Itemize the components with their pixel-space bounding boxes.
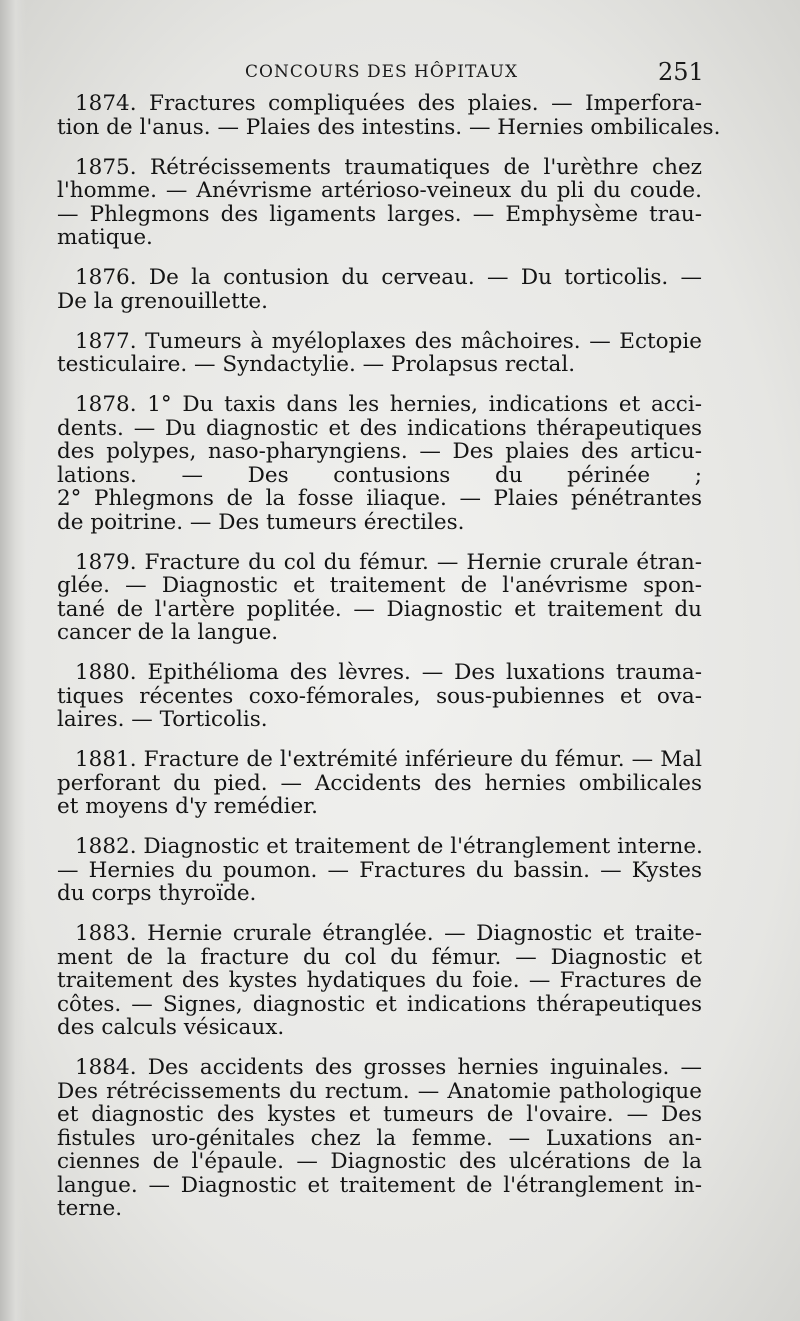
text-line: matique. [57,225,153,250]
text-line: 1874. Fractures compliquées des plaies. — Imperfora- [75,91,702,116]
text-line: 2° Phlegmons de la fosse iliaque. — Plaies pénétrantes [57,486,702,511]
text-line: tion de l'anus. — Plaies des intestins. — Hernies ombilicales. [57,114,721,140]
text-line: traitement des kystes hydatiques du foie. — Fractures de [57,968,702,993]
text-line: 1884. Des accidents des grosses hernies inguinales. — [75,1055,702,1080]
text-line: 1881. Fracture de l'extrémité inférieure du fémur. — Mal [75,747,702,772]
running-title: CONCOURS DES HÔPITAUX [245,62,519,82]
exam-year-entry [57,266,702,313]
page-number: 251 [658,58,704,86]
text-line: l'homme. — Anévrisme artérioso-veineux du pli du coude. [57,178,702,203]
text-line: ment de la fracture du col du fémur. — Diagnostic et [57,944,702,970]
text-line: dents. — Du diagnostic et des indications thérapeutiques [57,415,702,441]
exam-year-entry [57,1056,702,1221]
text-line: 1883. Hernie crurale étranglée. — Diagnostic et traite- [75,921,702,946]
text-line: de poitrine. — Des tumeurs érectiles. [57,509,465,535]
text-line: 1878. 1° Du taxis dans les hernies, indications et acci- [75,392,702,417]
text-line: — Phlegmons des ligaments larges. — Emphysème trau- [57,201,702,227]
page-header [0,58,800,88]
text-line: 1876. De la contusion du cerveau. — Du torticolis. — [75,265,702,290]
exam-year-entry [57,661,702,732]
exam-year-entry [57,330,702,377]
text-line: tané de l'artère poplitée. — Diagnostic et traitement du [57,596,702,622]
page-body [57,91,721,1237]
text-line: testiculaire. — Syndactylie. — Prolapsus rectal. [57,352,576,377]
text-line: fistules uro-génitales chez la femme. — Luxations an- [57,1125,702,1151]
text-line: — Hernies du poumon. — Fractures du bassin. — Kystes [57,857,702,883]
text-line: des calculs vésicaux. [57,1015,285,1040]
text-line: tiques récentes coxo-fémorales, sous-pubiennes et ova- [57,683,702,709]
exam-year-entry [57,91,721,140]
text-line: terne. [57,1196,123,1221]
gutter-shadow [0,0,26,1321]
text-line: et diagnostic des kystes et tumeurs de l'ovaire. — Des [57,1102,702,1127]
text-line: 1879. Fracture du col du fémur. — Hernie crurale étran- [75,549,702,575]
text-line: et moyens d'y remédier. [57,794,318,819]
text-line: des polypes, naso-pharyngiens. — Des plaies des articu- [57,439,702,464]
text-line: Des rétrécissements du rectum. — Anatomie pathologique [57,1078,702,1104]
text-line: ciennes de l'épaule. — Diagnostic des ulcérations de la [57,1149,702,1174]
exam-year-entry [57,922,702,1040]
text-line: glée. — Diagnostic et traitement de l'anévrisme spon- [57,573,702,598]
text-line: langue. — Diagnostic et traitement de l'étranglement in- [57,1172,702,1198]
exam-year-entry [57,748,702,819]
text-line: cancer de la langue. [57,620,279,645]
text-line: laires. — Torticolis. [57,707,268,732]
text-line: 1882. Diagnostic et traitement de l'étranglement interne. [75,834,703,859]
text-line: côtes. — Signes, diagnostic et indications thérapeutiques [57,991,702,1017]
exam-year-entry [57,156,702,250]
text-line: 1877. Tumeurs à myéloplaxes des mâchoires. — Ectopie [75,328,702,354]
text-line: 1880. Epithélioma des lèvres. — Des luxations trauma- [75,660,702,685]
exam-year-entry [57,551,702,645]
exam-year-entry [57,393,702,534]
text-line: lations. — Des contusions du périnée ; [57,462,702,488]
text-line: du corps thyroïde. [57,881,257,906]
text-line: 1875. Rétrécissements traumatiques de l'urèthre chez [75,154,702,180]
text-line: De la grenouillette. [57,288,268,314]
exam-year-entry [57,835,702,906]
text-line: perforant du pied. — Accidents des hernies ombilicales [57,770,702,796]
